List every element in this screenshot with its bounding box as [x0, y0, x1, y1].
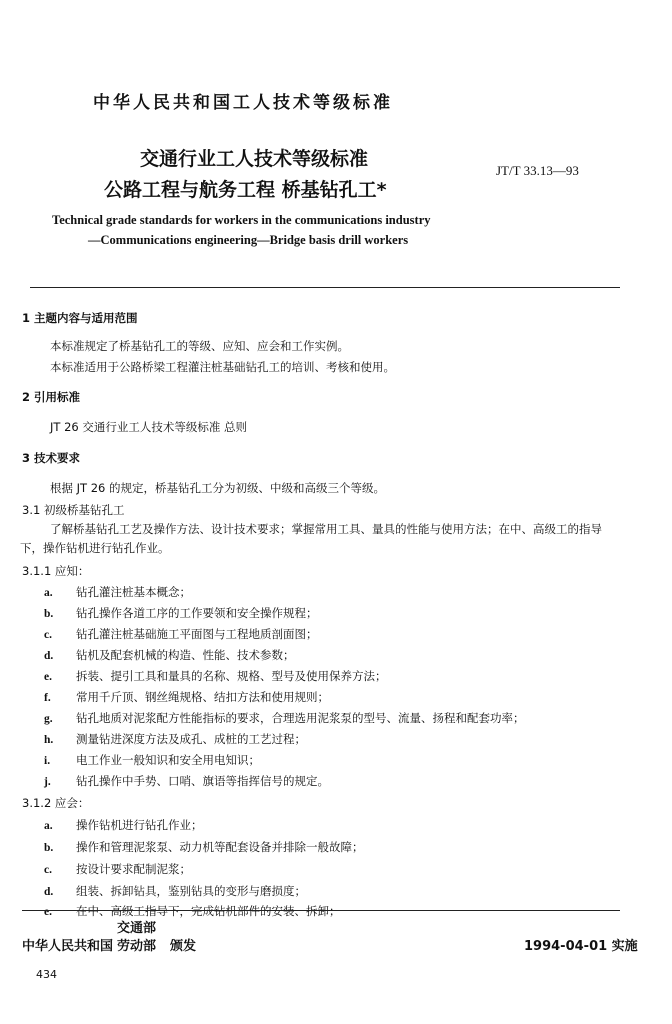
english-title-line2: —Communications engineering—Bridge basis drill workers: [88, 233, 409, 247]
know-item-label: i.: [44, 755, 51, 767]
do-item: [44, 903, 341, 919]
know-item-text: 钻机及配套机械的构造、性能、技术参数；: [76, 648, 295, 662]
issuing-country: 中华人民共和国: [22, 939, 114, 954]
do-item-label: d.: [44, 886, 54, 898]
know-item-label: c.: [44, 629, 52, 641]
section-1-heading: 1 主题内容与适用范围: [22, 311, 138, 325]
do-item-text: 在中、高级工指导下，完成钻机部件的安装、拆卸；: [76, 904, 341, 918]
do-item-text: 操作和管理泥浆泵、动力机等配套设备并排除一般故障；: [76, 840, 364, 854]
know-item-text: 钻孔操作各道工序的工作要领和安全操作规程；: [76, 606, 318, 620]
document-title-line1: 交通行业工人技术等级标准: [140, 148, 369, 170]
do-item-label: e.: [44, 906, 52, 918]
do-item: [44, 839, 364, 855]
subsection-3-1-paragraph: 了解桥基钻孔工艺及操作方法、设计技术要求；掌握常用工具、量具的性能与使用方法；在中、高级工的指导下，操作钻机进行钻孔作业。: [20, 522, 602, 555]
know-item-label: b.: [44, 608, 54, 620]
know-item-text: 测量钻进深度方法及成孔、成桩的工艺过程；: [76, 732, 306, 746]
section-3-heading: 3 技术要求: [22, 451, 81, 465]
know-item: [44, 710, 525, 726]
know-item: [44, 689, 329, 705]
do-item-label: a.: [44, 820, 53, 832]
section-1-paragraph-1: 本标准规定了桥基钻孔工的等级、应知、应会和工作实例。: [50, 339, 349, 353]
know-heading: 3.1.1 应知：: [22, 564, 90, 578]
know-item-text: 钻孔地质对泥浆配方性能指标的要求，合理选用泥浆泵的型号、流量、扬程和配套功率；: [76, 711, 525, 725]
ministry-communications: 交通部: [117, 921, 157, 936]
section-2-heading: 2 引用标准: [22, 390, 81, 404]
do-item-text: 按设计要求配制泥浆；: [76, 862, 191, 876]
know-item-label: a.: [44, 587, 53, 599]
footer-divider: [22, 910, 620, 911]
do-item-label: b.: [44, 842, 54, 854]
do-heading: 3.1.2 应会：: [22, 796, 90, 810]
header-divider: [30, 287, 620, 288]
know-item-text: 钻孔灌注桩基本概念；: [76, 585, 191, 599]
section-3-paragraph: 根据 JT 26 的规定，桥基钻孔工分为初级、中级和高级三个等级。: [50, 481, 386, 495]
know-item-label: f.: [44, 692, 51, 704]
know-item-text: 钻孔灌注桩基础施工平面图与工程地质剖面图；: [76, 627, 318, 641]
subsection-3-1-heading: 3.1 初级桥基钻孔工: [22, 503, 125, 517]
know-item-label: g.: [44, 713, 53, 725]
effective-date: 1994-04-01 实施: [524, 939, 638, 954]
do-item: [44, 861, 191, 877]
do-item: [44, 817, 203, 833]
know-item-label: h.: [44, 734, 54, 746]
know-item: [44, 773, 329, 789]
do-item-text: 组装、拆卸钻具，鉴别钻具的变形与磨损度；: [76, 884, 306, 898]
standard-series-title: 中华人民共和国工人技术等级标准: [93, 93, 393, 113]
issuing-ministries: [117, 920, 156, 956]
know-item: [44, 584, 191, 600]
referenced-standard: JT 26 交通行业工人技术等级标准 总则: [50, 420, 248, 434]
document-title-line2: 公路工程与航务工程 桥基钻孔工*: [104, 179, 387, 201]
know-item-text: 常用千斤顶、钢丝绳规格、结扣方法和使用规则；: [76, 690, 329, 704]
know-item: [44, 731, 306, 747]
ministry-labour: 劳动部: [117, 939, 157, 954]
do-item-text: 操作钻机进行钻孔作业；: [76, 818, 203, 832]
issue-action: 颁发: [170, 939, 197, 954]
english-title-line1: Technical grade standards for workers in the communications industry: [52, 213, 431, 227]
know-item-text: 钻孔操作中手势、口哨、旗语等指挥信号的规定。: [76, 774, 329, 788]
page-number: 434: [36, 968, 57, 981]
know-item: [44, 752, 260, 768]
know-item: [44, 668, 387, 684]
know-item: [44, 605, 318, 621]
section-1-paragraph-2: 本标准适用于公路桥梁工程灌注桩基础钻孔工的培训、考核和使用。: [50, 360, 395, 374]
know-item: [44, 647, 295, 663]
do-item-label: c.: [44, 864, 52, 876]
do-item: [44, 883, 306, 899]
know-item-label: j.: [44, 776, 51, 788]
know-item: [44, 626, 318, 642]
know-item-text: 拆装、提引工具和量具的名称、规格、型号及使用保养方法；: [76, 669, 387, 683]
know-item-label: d.: [44, 650, 54, 662]
know-item-text: 电工作业一般知识和安全用电知识；: [76, 753, 260, 767]
standard-code: JT/T 33.13—93: [496, 163, 579, 178]
know-item-label: e.: [44, 671, 52, 683]
